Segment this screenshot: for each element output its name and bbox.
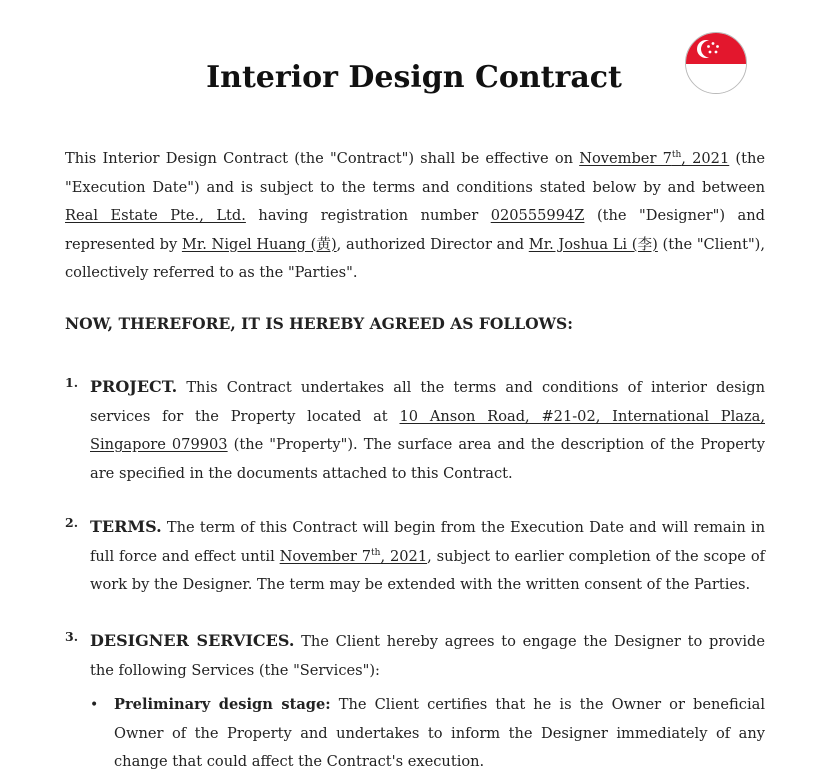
client-name: Mr. Joshua Li (李) xyxy=(528,235,658,253)
bullet-marker: • xyxy=(90,697,99,713)
bullet-preliminary-design: • Preliminary design stage: The Client certifies that he is the Owner or beneficial Owner of the Property and undertakes to inform the Designer immediately of any change that could affect the Contract's execution. xyxy=(90,691,765,777)
agreed-heading: NOW, THEREFORE, IT IS HEREBY AGREED AS FOLLOWS: xyxy=(65,314,573,333)
clause-project: 1. PROJECT. This Contract undertakes all the terms and conditions of interior design services for the Property located at 10 Anson Road, #21-02, International Plaza, Singapore 079903 (the "Property"). The surface area and the description of the Property are specified in the documents attached to this Contract. xyxy=(65,375,765,482)
company-name: Real Estate Pte., Ltd. xyxy=(65,207,246,224)
clause-heading: DESIGNER SERVICES. xyxy=(90,631,295,650)
document-title: Interior Design Contract xyxy=(206,60,622,95)
property-address: 10 Anson Road, #21-02, International Plaza, Singapore 079903 xyxy=(90,407,765,453)
end-date: November 7th, 2021 xyxy=(279,547,428,565)
representative-name: Mr. Nigel Huang (黄) xyxy=(181,235,337,253)
registration-number: 020555994Z xyxy=(490,207,585,224)
clause-number: 1. xyxy=(65,375,79,390)
clause-heading: PROJECT. xyxy=(90,377,178,396)
clause-designer-services: 3. DESIGNER SERVICES. The Client hereby agrees to engage the Designer to provide the following Services (the "Services"): xyxy=(65,629,765,679)
clause-heading: TERMS. xyxy=(90,517,162,536)
bullet-heading: Preliminary design stage: xyxy=(114,696,331,713)
effective-date: November 7th, 2021 xyxy=(579,150,730,167)
clause-number: 2. xyxy=(65,515,79,530)
intro-paragraph: This Interior Design Contract (the "Contract") shall be effective on November 7th, 2021 (the "Execution Date") and is subject to the terms and conditions stated below by and between Real Estate Pte., Ltd. having registration number 020555994Z (the "Designer") and represented by Mr. Nigel Huang (黄), authorized Director and Mr. Joshua Li (李) (the "Client"), collectively referred to as the "Parties". xyxy=(65,150,766,281)
clause-terms: 2. TERMS. The term of this Contract will begin from the Execution Date and will remain in full force and effect until November 7th, 2021, subject to earlier completion of the scope of work by the Designer. The term may be extended with the written consent of the Parties. xyxy=(65,515,766,593)
clause-number: 3. xyxy=(65,629,79,644)
